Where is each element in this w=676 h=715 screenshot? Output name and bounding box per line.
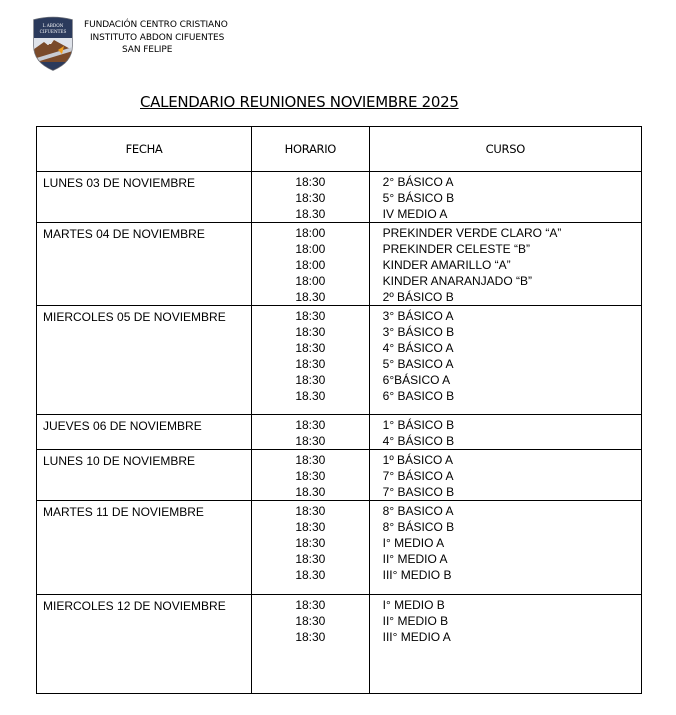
meeting-time: 18:30 [295, 434, 326, 448]
table-row [37, 450, 642, 501]
course-name: 5° BASICO A [382, 357, 454, 371]
meeting-time: 18:30 [295, 418, 326, 432]
course-name: III° MEDIO A [382, 630, 451, 644]
meeting-time: 18:00 [295, 274, 326, 288]
time-cell [252, 501, 370, 595]
meeting-time: 18:30 [295, 552, 326, 566]
meeting-time: 18:00 [295, 258, 326, 272]
course-cell [369, 172, 641, 223]
course-cell [369, 595, 641, 694]
meeting-time: 18:30 [295, 373, 326, 387]
meeting-time: 18:30 [295, 309, 326, 323]
column-header-horario: HORARIO [252, 127, 370, 172]
course-name: 2° BÁSICO A [382, 175, 454, 189]
course-name: 2º BÁSICO B [382, 290, 454, 304]
date-cell: MARTES 11 DE NOVIEMBRE [37, 501, 252, 595]
time-cell [252, 595, 370, 694]
course-name: 1° BÁSICO B [382, 418, 455, 432]
table-row [37, 172, 642, 223]
school-crest-logo [30, 16, 76, 72]
meeting-time: 18:30 [295, 469, 326, 483]
meeting-time: 18:30 [295, 325, 326, 339]
course-name: 1º BÁSICO A [382, 453, 454, 467]
meeting-time: 18:30 [295, 630, 326, 644]
meetings-table [36, 126, 642, 694]
meeting-time: 18:30 [295, 175, 326, 189]
time-cell [252, 306, 370, 415]
meeting-time: 18:30 [295, 520, 326, 534]
date-cell: LUNES 03 DE NOVIEMBRE [37, 172, 252, 223]
meeting-time: 18.30 [295, 389, 326, 403]
course-name: 4° BÁSICO B [382, 434, 455, 448]
page-title: CALENDARIO REUNIONES NOVIEMBRE 2025 [140, 93, 459, 111]
meeting-time: 18.30 [295, 290, 326, 304]
course-cell [369, 306, 641, 415]
course-name: IV MEDIO A [382, 207, 448, 221]
course-name: KINDER ANARANJADO “B” [382, 274, 532, 288]
table-row [37, 415, 642, 450]
meeting-time: 18:30 [295, 191, 326, 205]
course-cell [369, 501, 641, 595]
course-name: PREKINDER VERDE CLARO “A” [382, 226, 562, 240]
date-cell: MIERCOLES 12 DE NOVIEMBRE [37, 595, 252, 694]
column-header-fecha: FECHA [37, 127, 252, 172]
table-row [37, 223, 642, 306]
course-name: 5° BÁSICO B [382, 191, 455, 205]
course-name: KINDER AMARILLO “A” [382, 258, 511, 272]
course-name: 3° BÁSICO B [382, 325, 455, 339]
course-cell [369, 223, 641, 306]
meeting-time: 18:30 [295, 614, 326, 628]
course-name: 7° BÁSICO A [382, 469, 454, 483]
city-line: SAN FELIPE [122, 45, 173, 55]
institute-name-line: INSTITUTO ABDON CIFUENTES [90, 32, 225, 43]
meeting-time: 18.30 [295, 485, 326, 499]
course-name: 8° BÁSICO B [382, 520, 455, 534]
meeting-time: 18:30 [295, 504, 326, 518]
table-header-row [37, 127, 642, 172]
organization-header [84, 19, 228, 57]
course-name: 8° BASICO A [382, 504, 454, 518]
meeting-time: 18:30 [295, 341, 326, 355]
meeting-time: 18.30 [295, 568, 326, 582]
svg-text:L ABDON: L ABDON [42, 23, 64, 28]
meeting-time: 18:00 [295, 226, 326, 240]
svg-text:CIFUENTES: CIFUENTES [39, 29, 67, 34]
meeting-time: 18:30 [295, 453, 326, 467]
table-row [37, 595, 642, 694]
date-cell: JUEVES 06 DE NOVIEMBRE [37, 415, 252, 450]
column-header-curso: CURSO [369, 127, 641, 172]
time-cell [252, 172, 370, 223]
meeting-time: 18.30 [295, 207, 326, 221]
course-name: 7° BASICO B [382, 485, 455, 499]
course-cell [369, 450, 641, 501]
course-name: I° MEDIO B [382, 598, 445, 612]
course-name: 3° BÁSICO A [382, 309, 454, 323]
course-name: PREKINDER CELESTE “B” [382, 242, 531, 256]
course-name: III° MEDIO B [382, 568, 452, 582]
meeting-time: 18:00 [295, 242, 326, 256]
time-cell [252, 450, 370, 501]
course-name: 6°BÁSICO A [382, 373, 451, 387]
meeting-time: 18:30 [295, 357, 326, 371]
time-cell [252, 415, 370, 450]
table-row [37, 306, 642, 415]
date-cell: MARTES 04 DE NOVIEMBRE [37, 223, 252, 306]
date-cell: LUNES 10 DE NOVIEMBRE [37, 450, 252, 501]
org-name-line: FUNDACIÓN CENTRO CRISTIANO [84, 20, 228, 30]
course-name: I° MEDIO A [382, 536, 445, 550]
course-name: II° MEDIO A [382, 552, 448, 566]
table-row [37, 501, 642, 595]
date-cell: MIERCOLES 05 DE NOVIEMBRE [37, 306, 252, 415]
course-name: II° MEDIO B [382, 614, 449, 628]
meeting-time: 18:30 [295, 536, 326, 550]
meeting-time: 18:30 [295, 598, 326, 612]
course-cell [369, 415, 641, 450]
course-name: 6° BASICO B [382, 389, 455, 403]
course-name: 4° BÁSICO A [382, 341, 454, 355]
time-cell [252, 223, 370, 306]
